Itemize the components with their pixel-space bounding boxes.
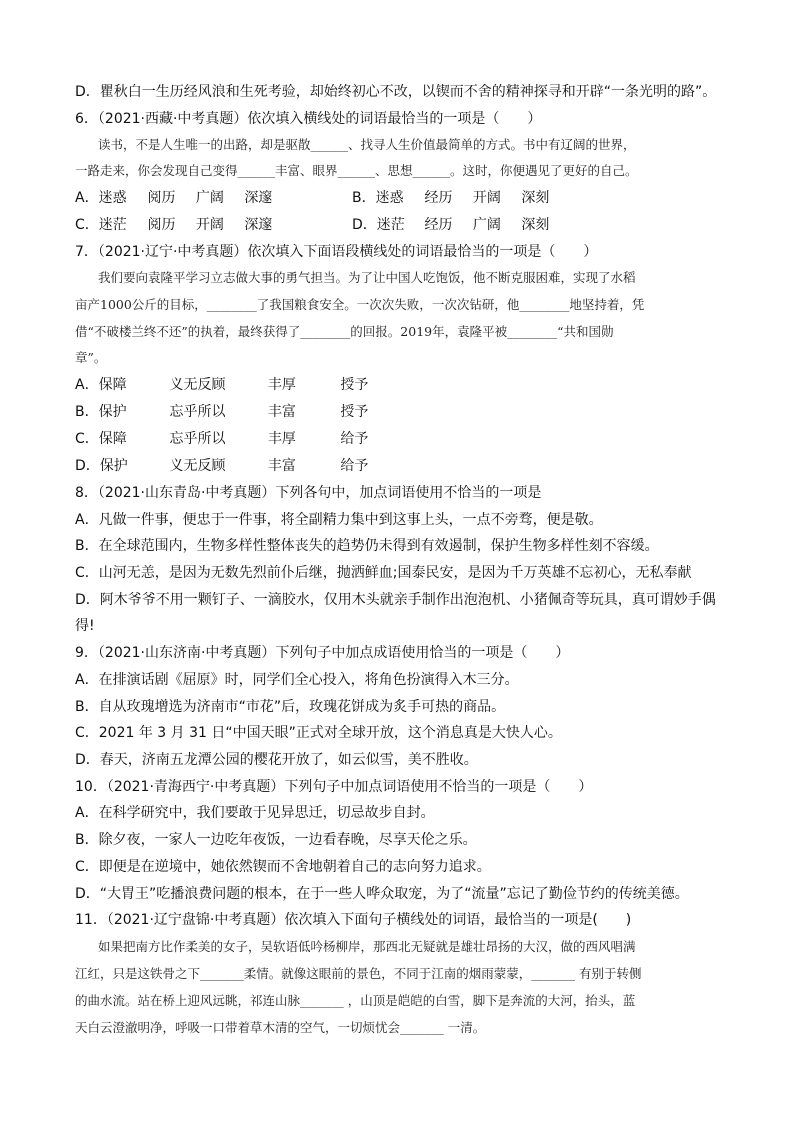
q7-passage-line: 章”。 xyxy=(75,350,107,365)
q11-passage-line: 江红，只是这铁骨之下_______柔情。就像这眼前的景色，不同于江南的烟雨蒙蒙，_______ 有别于转侧 xyxy=(75,966,642,981)
q6-option-label: D．迷茫 xyxy=(352,217,405,233)
q6-stem: 6．（2021·西藏·中考真题）依次填入横线处的词语最恰当的一项是（ ） xyxy=(75,111,542,127)
q6-word: 经历 xyxy=(424,217,453,233)
q11-passage-line: 的曲水流。站在桥上迎风远眺，祁连山脉_______ ，山顶是皑皑的白雪，脚下是奔流的大河，抬头，蓝 xyxy=(75,993,636,1008)
q6-word: 深邃 xyxy=(244,190,273,206)
q7-option-word: 丰富 xyxy=(267,458,296,474)
q6-option-label: A．迷惑 xyxy=(75,190,127,206)
q11-passage-line: 天白云澄澈明净，呼吸一口带着草木清的空气，一切烦忧会_______ 一清。 xyxy=(75,1020,486,1035)
q7-option-word: A．保障 xyxy=(75,377,127,393)
q7-option-c xyxy=(75,430,368,448)
q7-option-d xyxy=(75,457,368,475)
q7-option-word: 授予 xyxy=(340,377,369,393)
q7-stem: 7．（2021·辽宁·中考真题）依次填入下面语段横线处的词语最恰当的一项是（ ） xyxy=(75,244,598,260)
q7-option-word: 授予 xyxy=(340,404,369,420)
q9-stem: 9．（2021·山东济南·中考真题）下列句子中加点成语使用恰当的一项是（ ） xyxy=(75,645,570,661)
q7-passage-line: 我们要向袁隆平学习立志做大事的勇气担当。为了让中国人吃饱饭，他不断克服困难，实现了水稻 xyxy=(98,270,636,285)
q7-option-word: 义无反顾 xyxy=(169,458,226,474)
q9-option-c: C．2021 年 3 月 31 日“中国天眼”正式对全球开放，这个消息真是大快人心。 xyxy=(75,725,562,741)
q6-word: 阅历 xyxy=(147,190,176,206)
q6-word: 经历 xyxy=(424,190,453,206)
q6-passage-line: 读书，不是人生唯一的出路，却是驱散______、找寻人生价值最简单的方式。书中有辽阔的世界， xyxy=(98,137,636,152)
q7-option-a xyxy=(75,376,368,394)
q6-word: 阅历 xyxy=(147,217,176,233)
q6-word: 深刻 xyxy=(521,217,550,233)
q7-option-word: 义无反顾 xyxy=(169,377,226,393)
q7-option-word: 给予 xyxy=(340,431,369,447)
q8-option-d-cont: 得! xyxy=(75,618,95,634)
q6-word: 深邃 xyxy=(244,217,273,233)
q7-option-word: B．保护 xyxy=(75,404,127,420)
q10-option-d: D．“大胃王”吃播浪费问题的根本，在于一些人哗众取宠，为了“流量”忘记了勤俭节约的传统美德。 xyxy=(75,886,689,902)
q8-option-b: B．在全球范围内，生物多样性整体丧失的趋势仍未得到有效遏制，保护生物多样性刻不容缓。 xyxy=(75,538,659,554)
q5-option-d: D．瞿秋白一生历经风浪和生死考验，却始终初心不改，以锲而不舍的精神探寻和开辟“一条光明的路”。 xyxy=(75,84,717,100)
q6-word: 开阔 xyxy=(195,217,224,233)
q9-option-a: A．在排演话剧《屈原》时，同学们全心投入，将角色扮演得入木三分。 xyxy=(75,672,519,688)
q10-option-c: C．即便是在逆境中，她依然锲而不舍地朝着自己的志向努力追求。 xyxy=(75,859,491,875)
q6-passage-line: 一路走来，你会发现自己变得______丰富、眼界______、思想______。这时，你便遇见了更好的自己。 xyxy=(75,163,638,178)
q7-option-word: D．保护 xyxy=(75,458,128,474)
q7-option-word: 丰富 xyxy=(267,404,296,420)
q7-option-word: 丰厚 xyxy=(267,431,296,447)
q7-option-b xyxy=(75,403,368,421)
q7-option-word: 忘乎所以 xyxy=(169,404,226,420)
q6-option-a xyxy=(75,189,364,207)
q6-option-label: B．迷惑 xyxy=(352,190,404,206)
q6-word: 广阔 xyxy=(195,190,224,206)
q6-word: 广阔 xyxy=(472,217,501,233)
q6-option-label: C．迷茫 xyxy=(75,217,127,233)
q6-word: 开阔 xyxy=(472,190,501,206)
q6-word: 深刻 xyxy=(521,190,550,206)
q8-stem: 8．（2021·山东青岛·中考真题）下列各句中，加点词语使用不恰当的一项是 xyxy=(75,485,542,501)
q6-option-b xyxy=(352,189,549,207)
q7-option-word: 忘乎所以 xyxy=(169,431,226,447)
q9-option-d: D．春天，济南五龙潭公园的樱花开放了，如云似雪，美不胜收。 xyxy=(75,752,478,768)
q6-option-c xyxy=(75,216,272,234)
q11-stem: 11．（2021·辽宁盘锦·中考真题）依次填入下面句子横线处的词语，最恰当的一项是( ) xyxy=(75,912,632,928)
q10-option-b: B．除夕夜，一家人一边吃年夜饭，一边看春晚，尽享天伦之乐。 xyxy=(75,832,477,848)
q10-stem: 10．（2021·青海西宁·中考真题）下列句子中加点词语使用不恰当的一项是（ ） xyxy=(75,779,593,795)
q10-option-a: A．在科学研究中，我们要敢于见异思迁，切忌故步自封。 xyxy=(75,805,435,821)
q7-option-word: 丰厚 xyxy=(267,377,296,393)
q8-option-c: C．山河无恙，是因为无数先烈前仆后继，抛洒鲜血;国泰民安，是因为千万英雄不忘初心，无私奉献 xyxy=(75,565,692,581)
q11-passage-line: 如果把南方比作柔美的女子，吴软语低吟杨柳岸，那西北无疑就是雄壮昂扬的大汉，做的西风唱满 xyxy=(98,939,636,954)
q6-option-d xyxy=(352,216,549,234)
q8-option-a: A．凡做一件事，便忠于一件事，将全副精力集中到这事上头，一点不旁骛，便是敬。 xyxy=(75,512,603,528)
q7-option-word: C．保障 xyxy=(75,431,127,447)
q7-passage-line: 亩产1000公斤的目标，________了我国粮食安全。一次次失败，一次次钻研，他________地坚持着，凭 xyxy=(75,297,645,312)
q8-option-d: D．阿木爷爷不用一颗钉子、一滴胶水，仅用木头就亲手制作出泡泡机、小猪佩奇等玩具，真可谓妙手偶 xyxy=(75,592,716,608)
q7-option-word: 给予 xyxy=(340,458,369,474)
q9-option-b: B．自从玫瑰增选为济南市“市花”后，玫瑰花饼成为炙手可热的商品。 xyxy=(75,699,506,715)
q7-passage-line: 借“不破楼兰终不还”的执着，最终获得了________的回报。2019年，袁隆平被________“共和国勋 xyxy=(75,324,614,339)
